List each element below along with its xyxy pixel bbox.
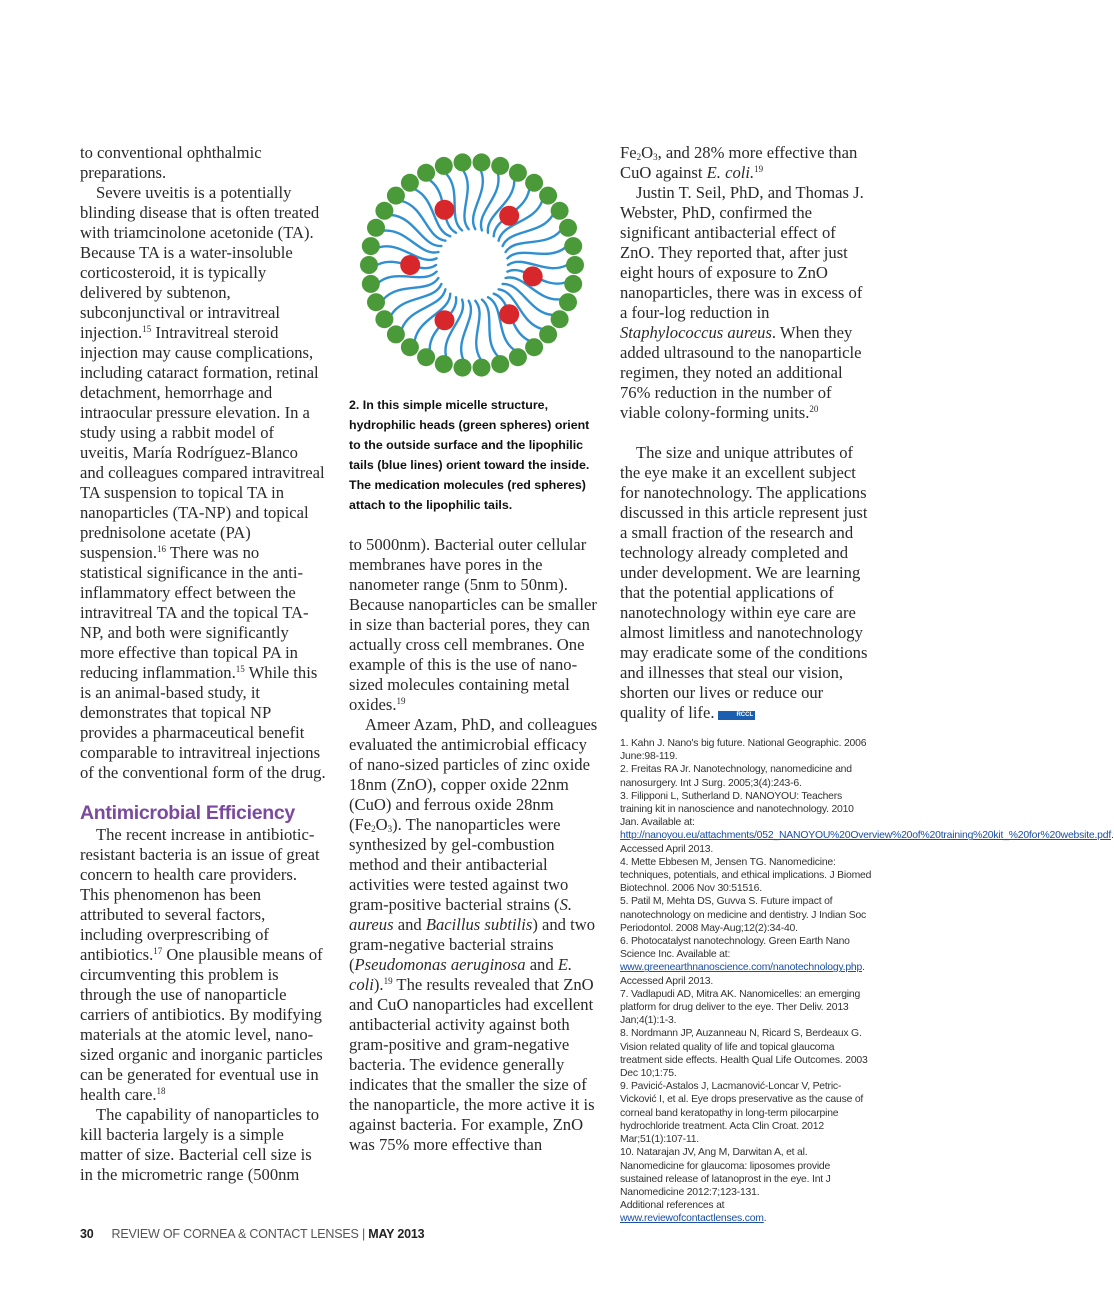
reference-item: 4. Mette Ebbesen M, Jensen TG. Nanomedicine: techniques, potentials, and ethical implications. J Biomed Biotechnol. 2006 Nov 30:51516. [620, 856, 872, 895]
micelle-diagram [349, 143, 601, 393]
reference-item: 8. Nordmann JP, Auzanneau N, Ricard S, Berdeaux G. Vision related quality of life and topical glaucoma treatment side effects. Health Qual Life Outcomes. 2003 Dec 10;1:75. [620, 1028, 868, 1080]
reference-mark: 18 [156, 1086, 166, 1096]
hydrophilic-head [454, 153, 472, 171]
hydrophilic-head [564, 275, 582, 293]
hydrophilic-head [491, 157, 509, 175]
paragraph: Justin T. Seil, PhD, and Thomas J. Webster, PhD, confirmed the significant antibacterial effect of ZnO. They reported that, after just eight hours of exposure to ZnO nanoparticles, there was in excess of a four-log reduction in Staphylococcus aureus. When they added ultrasound to the nanoparticle regimen, they noted an additional 76% reduction in the number of viable colony-forming units.$^{20}$ [620, 183, 864, 422]
hydrophilic-head [360, 256, 378, 274]
hydrophilic-head [509, 348, 527, 366]
lipophilic-tail [463, 170, 469, 229]
reference-mark: 15 [235, 664, 245, 674]
hydrophilic-head [473, 153, 491, 171]
paragraph: The recent increase in antibiotic-resistant bacteria is an issue of great concern to health care providers. This phenomenon has been attributed to several factors, including overprescribing of antibiotics.$^{17}$ One plausible means of circumventing this problem is through the use of nanoparticle carriers of antibiotics. By modifying materials at the atomic level, nano-sized organic and inorganic particles can be generated for eventual use in health care.$^{18}$ [80, 825, 323, 1104]
medication-molecule [400, 255, 420, 275]
reference-mark: 20 [809, 404, 819, 414]
hydrophilic-head [551, 202, 569, 220]
reference-mark: 19 [383, 976, 393, 986]
hydrophilic-head [367, 293, 385, 311]
paragraph: The capability of nanoparticles to kill bacteria largely is a simple matter of size. Bacterial cell size is in the micrometric range (500nm [80, 1105, 320, 1184]
reference-item: 9. Pavicić-Astalos J, Lacmanović-Loncar V, Petric-Vicković I, et al. Eye drops preservative as the cause of corneal band keratopathy in long-term pilocarpine hydrochloride treatment. Acta Clin Croat. 2012 Mar;51(1):107-11. [620, 1081, 864, 1146]
hydrophilic-head [525, 174, 543, 192]
reference-item: 10. Natarajan JV, Ang M, Darwitan A, et al. Nanomedicine for glaucoma: liposomes provide sustained release of latanoprost in the eye. Int J Nanomedicine 2012:7;123-131. [620, 1147, 831, 1198]
hydrophilic-head [417, 164, 435, 182]
paragraph: Ameer Azam, PhD, and colleagues evaluated the antimicrobial efficacy of nano-sized particles of zinc oxide 18nm (ZnO), copper oxide 22nm (CuO) and ferrous oxide 28nm $(Fe_2O_3)$. The nanoparticles were synthesized by gel-combustion method and their antibacterial activities were tested against two gram-positive bacterial strains (S. aureus and Bacillus subtilis) and two gram-negative bacterial strains (Pseudomonas aeruginosa and E. coli).$^{19}$ The results revealed that ZnO and CuO nanoparticles had excellent antibacterial activity against both gram-positive and gram-negative bacteria. The evidence generally indicates that the smaller the size of the nanoparticle, the more active it is against bacteria. For example, ZnO was 75% more effective than [349, 715, 598, 1154]
hydrophilic-head [509, 164, 527, 182]
medication-molecule [435, 310, 455, 330]
lipophilic-tail [383, 278, 438, 299]
lipophilic-tail [475, 301, 481, 360]
lipophilic-tail [391, 215, 441, 246]
hydrophilic-head [525, 338, 543, 356]
paragraph: to 5000nm). Bacterial outer cellular membranes have pores in the nanometer range (5nm to 50nm). Because nanoparticles can be smaller in size than bacterial pores, they can actually cross cell membranes. One example of this is the use of nano-sized molecules containing metal oxides.$^{19}$ [349, 535, 597, 714]
hydrophilic-head [454, 359, 472, 377]
figure-caption: 2. In this simple micelle structure, hydrophilic heads (green spheres) orient to the outside surface and the lipophilic tails (blue lines) orient toward the inside. The medication molecules (red spheres) attach to the lipophilic tails. [349, 398, 590, 512]
hydrophilic-head [387, 187, 405, 205]
reference-item: 2. Freitas RA Jr. Nanotechnology, nanomedicine and nanosurgery. Int J Surg. 2005;3(4):243-6. [620, 764, 852, 789]
paragraph: to conventional ophthalmic preparations. [80, 143, 262, 182]
reference-mark: 19 [754, 164, 764, 174]
lipophilic-tail [508, 262, 567, 268]
hydrophilic-head [539, 187, 557, 205]
reference-link[interactable]: http://nanoyou.eu/attachments/052_NANOYOU%20Overview%20of%20training%20kit_%20for%20website.pdf [620, 830, 1112, 842]
reference-item: 6. Photocatalyst nanotechnology. Green Earth Nano Science Inc. Available at: www.greenearthnanoscience.com/nanotechnology.php. Accessed April 2013. [620, 936, 865, 987]
hydrophilic-head [401, 174, 419, 192]
hydrophilic-head [435, 355, 453, 373]
hydrophilic-head [559, 293, 577, 311]
hydrophilic-head [387, 325, 405, 343]
hydrophilic-head [375, 202, 393, 220]
paragraph: Severe uveitis is a potentially blinding disease that is often treated with triamcinolone acetonide (TA). Because TA is a water-insoluble corticosteroid, it is typically delivered by subtenon, subconjunctival or intravitreal injection.$^{15}$ Intravitreal steroid injection may cause complications, including cataract formation, retinal detachment, hemorrhage and intraocular pressure elevation. In a study using a rabbit model of uveitis, María Rodríguez-Blanco and colleagues compared intravitreal TA suspension to topical TA in nanoparticles (TA-NP) and topical prednisolone acetate (PA) suspension.$^{16}$ There was no statistical significance in the anti-inflammatory effect between the intravitreal TA and the topical TA-NP, and both were significantly more effective than topical PA in reducing inflammation.$^{15}$ While this is an animal-based study, it demonstrates that topical NP provides a pharmaceutical benefit comparable to intravitreal injections of the conventional form of the drug. [80, 183, 326, 782]
hydrophilic-head [559, 219, 577, 237]
hydrophilic-head [401, 338, 419, 356]
medication-molecule [499, 206, 519, 226]
page-footer: 30 REVIEW OF CORNEA & CONTACT LENSES | MAY 2013 [80, 1227, 425, 1241]
hydrophilic-head [564, 237, 582, 255]
page-number: 30 [80, 1227, 94, 1241]
hydrophilic-head [566, 256, 584, 274]
references-list [620, 737, 1114, 1226]
medication-molecule [499, 304, 519, 324]
reference-link[interactable]: www.reviewofcontactlenses.com [620, 1213, 764, 1225]
reference-item: 1. Kahn J. Nano's big future. National Geographic. 2006 June:98-119. [620, 738, 867, 763]
reference-item: 3. Filipponi L, Sutherland D. NANOYOU: Teachers training kit in nanoscience and nanotechnology. 2010 Jan. Available at: http://nanoyou.eu/attachments/052_NANOYOU%20Overview%20of%20training%20kit_%20for%20website.pdf. Accessed April 2013. [620, 790, 1114, 855]
hydrophilic-head [362, 237, 380, 255]
hydrophilic-head [367, 219, 385, 237]
reference-mark: 16 [156, 544, 166, 554]
reference-item: 7. Vadlapudi AD, Mitra AK. Nanomicelles: an emerging platform for drug deliver to the eye. Ther Deliv. 2013 Jan;4(1):1-3. [620, 988, 861, 1027]
reference-item: 5. Patil M, Mehta DS, Guvva S. Future impact of nanotechnology on medicine and dentistry. J Indian Soc Periodontol. 2008 May-Aug;12(2):34-40. [620, 896, 867, 934]
reference-item: Additional references at www.reviewofcontactlenses.com. [620, 1200, 767, 1225]
hydrophilic-head [539, 325, 557, 343]
hydrophilic-head [551, 310, 569, 328]
hydrophilic-head [473, 359, 491, 377]
reference-mark: 15 [142, 324, 152, 334]
lipophilic-tail [506, 231, 561, 252]
hydrophilic-head [362, 275, 380, 293]
column-left [80, 143, 326, 1185]
section-heading: Antimicrobial Efficiency [80, 802, 295, 824]
reference-mark: 17 [153, 946, 163, 956]
micelle-figure [349, 143, 601, 393]
reference-mark: 19 [396, 696, 406, 706]
issue-date: MAY 2013 [368, 1227, 425, 1241]
reference-link[interactable]: www.greenearthnanoscience.com/nanotechnology.php [620, 962, 863, 974]
medication-molecule [523, 266, 543, 286]
lipophilic-tail [507, 248, 565, 259]
column-right [620, 143, 1114, 1226]
hydrophilic-head [435, 157, 453, 175]
column-middle [349, 143, 601, 1155]
medication-molecule [435, 200, 455, 220]
hydrophilic-head [491, 355, 509, 373]
hydrophilic-head [417, 348, 435, 366]
paragraph: $Fe_2O_3$, and 28% more effective than CuO against E. coli.$^{19}$ [620, 143, 858, 182]
journal-end-badge: RCCL [718, 711, 755, 720]
paragraph: The size and unique attributes of the eye make it an excellent subject for nanotechnology. The applications discussed in this article represent just a small fraction of the research and technology already completed and under development. We are learning that the potential applications of nanotechnology within eye care are almost limitless and nanotechnology may eradicate some of the conditions and illnesses that steal our vision, shorten our lives or reduce our quality of life. RCCL [620, 443, 868, 722]
publication-name: REVIEW OF CORNEA & CONTACT LENSES [111, 1227, 359, 1241]
hydrophilic-head [375, 310, 393, 328]
